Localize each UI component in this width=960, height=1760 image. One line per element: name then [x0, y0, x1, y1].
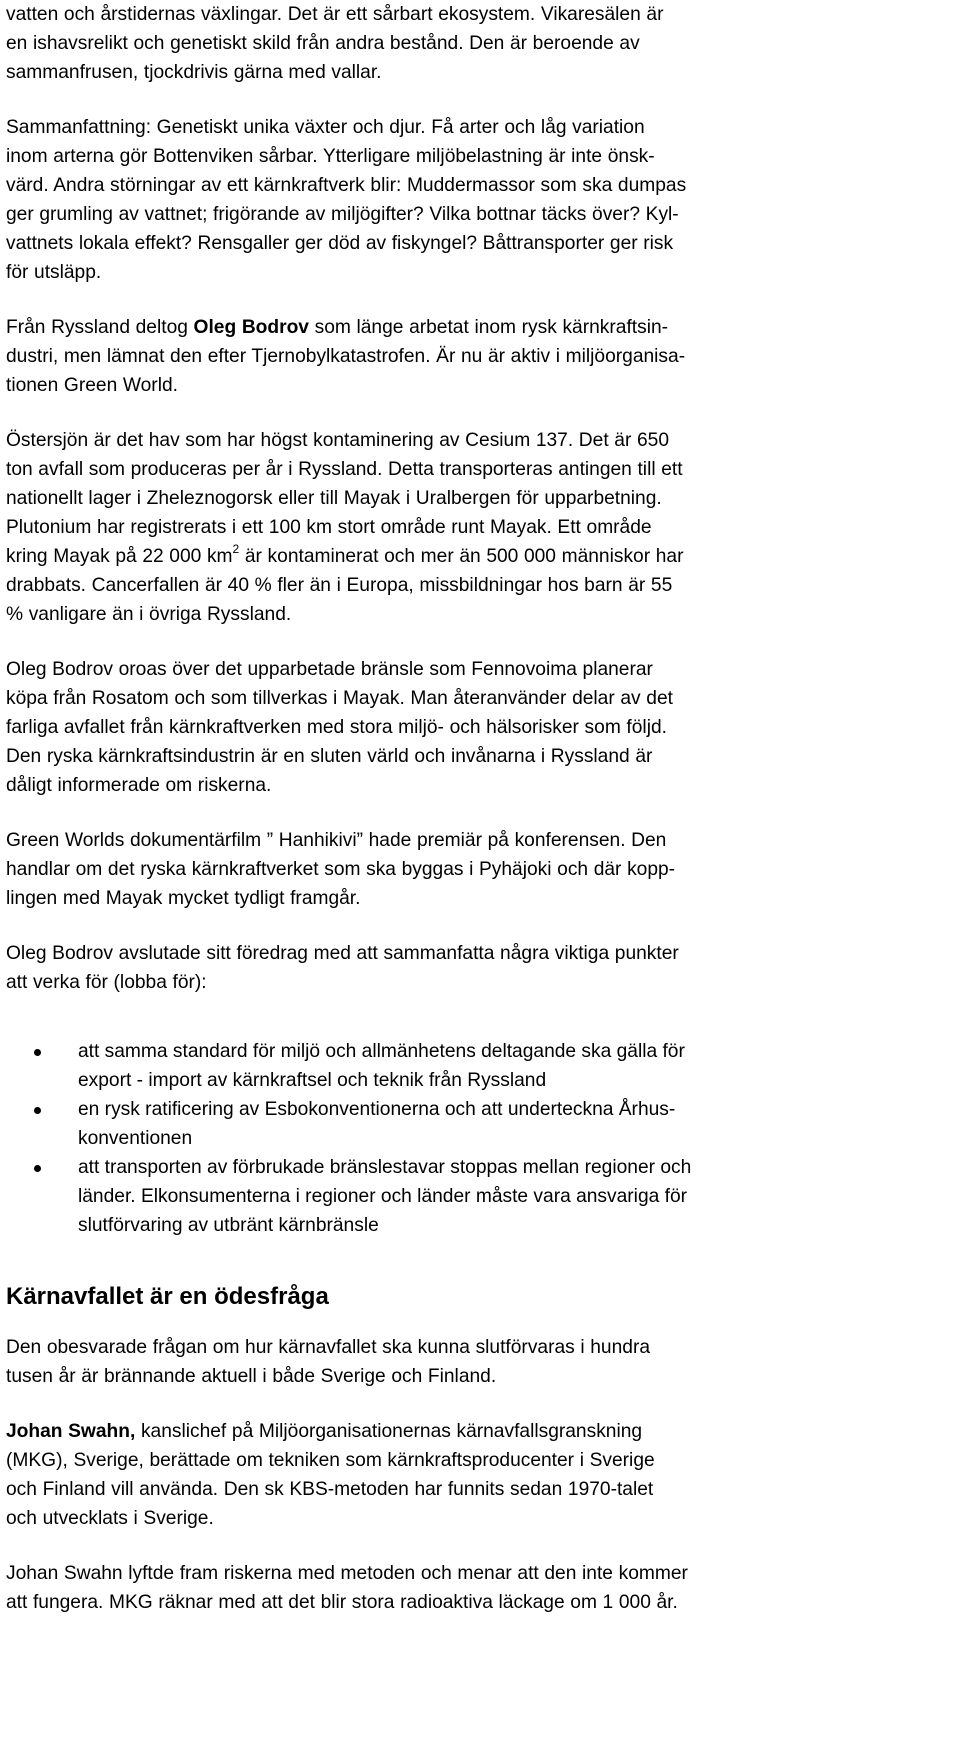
paragraph-nuclear-waste — [6, 1333, 946, 1391]
document-page — [6, 0, 946, 1617]
text-line: en ishavsrelikt och genetiskt skild från andra bestånd. Den är beroende av — [6, 33, 640, 54]
text-line: Den obesvarade frågan om hur kärnavfallet ska kunna slutförvaras i hundra — [6, 1337, 651, 1358]
text-line: en rysk ratificering av Esbokonventionerna och att underteckna Århus- — [78, 1099, 676, 1120]
section-heading: Kärnavfallet är en ödesfråga — [6, 1283, 329, 1310]
text-line: % vanligare än i övriga Ryssland. — [6, 604, 292, 625]
paragraph-fennovoima — [6, 655, 946, 800]
text-line: export - import av kärnkraftsel och teknik från Ryssland — [78, 1070, 547, 1091]
text-line: och utvecklats i Sverige. — [6, 1508, 214, 1529]
paragraph-documentary — [6, 826, 946, 913]
text-line: Green Worlds dokumentärfilm ” Hanhikivi” hade premiär på konferensen. Den — [6, 830, 667, 851]
paragraph-johan-swahn-intro — [6, 1417, 946, 1533]
text-line: att fungera. MKG räknar med att det blir stora radioaktiva läckage om 1 000 år. — [6, 1592, 678, 1613]
paragraph-summary-points — [6, 939, 946, 997]
speaker-name: Johan Swahn, — [6, 1421, 136, 1442]
paragraph-wetland — [6, 0, 946, 87]
text-segment: kanslichef på Miljöorganisationernas kärnavfallsgranskning — [135, 1421, 643, 1442]
text-line: för utsläpp. — [6, 262, 102, 283]
paragraph-summary — [6, 113, 946, 287]
text-line: Östersjön är det hav som har högst kontaminering av Cesium 137. Det är 650 — [6, 430, 670, 451]
text-line: nationellt lager i Zheleznogorsk eller till Mayak i Uralbergen för upparbetning. — [6, 488, 662, 509]
text-line: vatten och årstidernas växlingar. Det är ett sårbart ekosystem. Vikaresälen är — [6, 4, 664, 25]
text-line: konventionen — [78, 1128, 193, 1149]
text-line: inom arterna gör Bottenviken sårbar. Ytterligare miljöbelastning är inte önsk- — [6, 146, 655, 167]
text-line: dåligt informerade om riskerna. — [6, 775, 272, 796]
text-line: Sammanfattning: Genetiskt unika växter och djur. Få arter och låg variation — [6, 117, 645, 138]
text-line: Den ryska kärnkraftsindustrin är en sluten värld och invånarna i Ryssland är — [6, 746, 653, 767]
text-line: och Finland vill använda. Den sk KBS-metoden har funnits sedan 1970-talet — [6, 1479, 654, 1500]
text-line — [6, 313, 946, 342]
text-segment: kring Mayak på 22 000 km — [6, 546, 233, 567]
paragraph-risks — [6, 1559, 946, 1617]
text-segment: är kontaminerat och mer än 500 000 människor har — [239, 546, 684, 567]
speaker-name: Oleg Bodrov — [193, 317, 309, 338]
text-line: värd. Andra störningar av ett kärnkraftverk blir: Muddermassor som ska dumpas — [6, 175, 687, 196]
text-line: att transporten av förbrukade bränslestavar stoppas mellan regioner och — [78, 1157, 692, 1178]
text-line — [6, 542, 946, 571]
bullet-icon — [34, 1107, 41, 1114]
text-line: farliga avfallet från kärnkraftverken med stora miljö- och hälsorisker som följd. — [6, 717, 667, 738]
list-item — [6, 1037, 946, 1095]
list-item — [6, 1095, 946, 1153]
text-line: Oleg Bodrov avslutade sitt föredrag med att sammanfatta några viktiga punkter — [6, 943, 679, 964]
text-line: dustri, men lämnat den efter Tjernobylkatastrofen. Är nu är aktiv i miljöorganisa- — [6, 346, 686, 367]
text-line: tusen år är brännande aktuell i både Sverige och Finland. — [6, 1366, 497, 1387]
text-segment: Från Ryssland deltog — [6, 317, 194, 338]
text-line: drabbats. Cancerfallen är 40 % fler än i Europa, missbildningar hos barn är 55 — [6, 575, 673, 596]
list-item — [6, 1153, 946, 1240]
text-line: Oleg Bodrov oroas över det upparbetade bränsle som Fennovoima planerar — [6, 659, 653, 680]
bullet-icon — [34, 1165, 41, 1172]
text-line — [6, 1417, 946, 1446]
paragraph-cesium — [6, 426, 946, 629]
superscript: 2 — [232, 541, 240, 556]
text-line: ger grumling av vattnet; frigörande av miljögifter? Vilka bottnar täcks över? Kyl- — [6, 204, 679, 225]
paragraph-oleg-bodrov-intro — [6, 313, 946, 400]
text-line: handlar om det ryska kärnkraftverket som ska byggas i Pyhäjoki och där kopp- — [6, 859, 676, 880]
text-line: Johan Swahn lyftde fram riskerna med metoden och menar att den inte kommer — [6, 1563, 688, 1584]
text-line: att verka för (lobba för): — [6, 972, 207, 993]
text-line: sammanfrusen, tjockdrivis gärna med vallar. — [6, 62, 382, 83]
text-segment: som länge arbetat inom rysk kärnkraftsin- — [308, 317, 669, 338]
text-line: slutförvaring av utbränt kärnbränsle — [78, 1215, 379, 1236]
text-line: köpa från Rosatom och som tillverkas i Mayak. Man återanvänder delar av det — [6, 688, 673, 709]
text-line: tionen Green World. — [6, 375, 178, 396]
bullet-icon — [34, 1049, 41, 1056]
text-line: lingen med Mayak mycket tydligt framgår. — [6, 888, 361, 909]
text-line: länder. Elkonsumenterna i regioner och länder måste vara ansvariga för — [78, 1186, 688, 1207]
text-line: att samma standard för miljö och allmänhetens deltagande ska gälla för — [78, 1041, 685, 1062]
text-line: ton avfall som produceras per år i Ryssland. Detta transporteras antingen till ett — [6, 459, 683, 480]
text-line: Plutonium har registrerats i ett 100 km stort område runt Mayak. Ett område — [6, 517, 652, 538]
text-line: vattnets lokala effekt? Rensgaller ger död av fiskyngel? Båttransporter ger risk — [6, 233, 674, 254]
bullet-list — [6, 1037, 946, 1240]
text-line: (MKG), Sverige, berättade om tekniken som kärnkraftsproducenter i Sverige — [6, 1450, 655, 1471]
